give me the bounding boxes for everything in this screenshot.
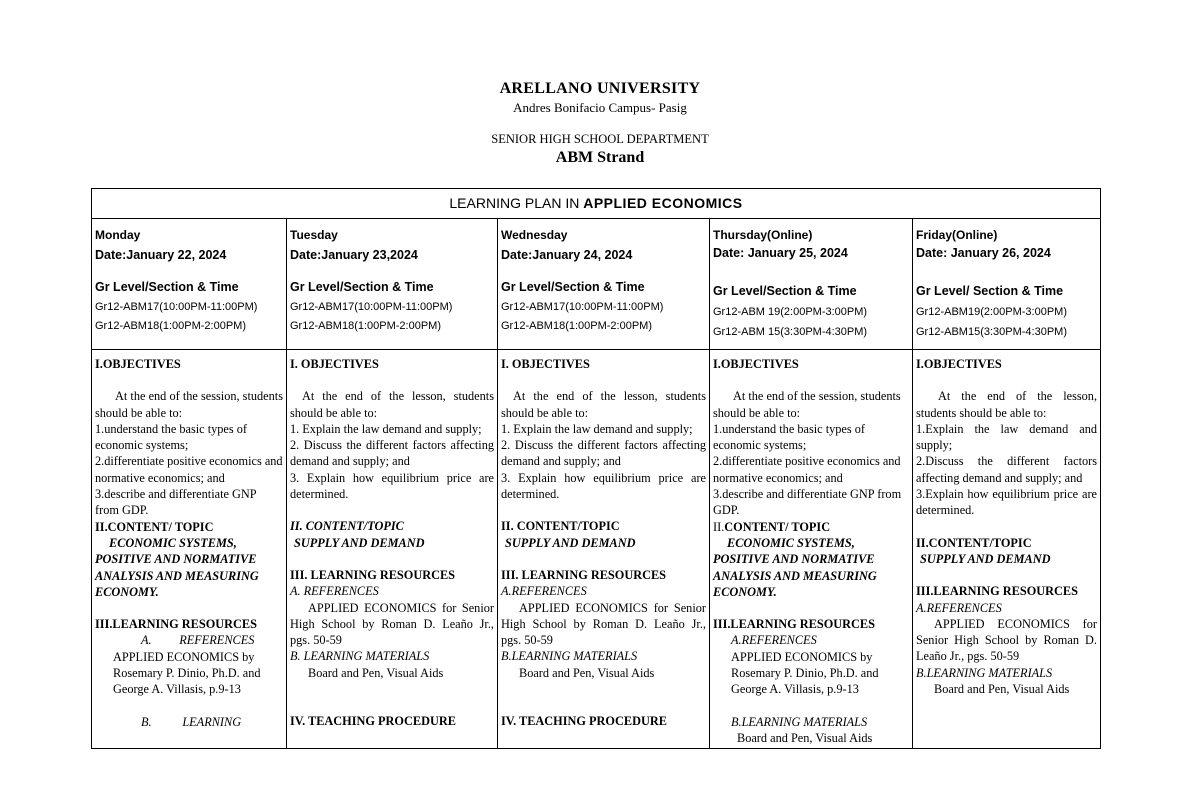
objective-item: 1. Explain the law demand and supply;	[290, 421, 482, 436]
resources-heading: III.LEARNING RESOURCES	[916, 584, 1078, 599]
topic-number: II.	[713, 519, 725, 534]
procedure-heading: IV. TEACHING PROCEDURE	[501, 714, 667, 729]
section-time: Gr12-ABM18(1:00PM-2:00PM)	[290, 320, 441, 332]
section-time: Gr12-ABM 19(2:00PM-3:00PM)	[713, 306, 868, 318]
procedure-heading: IV. TEACHING PROCEDURE	[290, 714, 456, 729]
tuesday-content	[287, 350, 498, 749]
section-time: Gr12-ABM18(1:00PM-2:00PM)	[501, 320, 652, 332]
references-text: APPLIED ECONOMICS for Senior High School by Roman D. Leaño Jr., pgs. 50-59	[290, 600, 494, 648]
materials-heading: B.LEARNING MATERIALS	[916, 665, 1053, 680]
objectives-heading: I.OBJECTIVES	[713, 357, 799, 371]
objective-item: 1.understand the basic types of economic systems;	[95, 421, 247, 453]
department-name: SENIOR HIGH SCHOOL DEPARTMENT	[491, 132, 709, 146]
objective-item: 2. Discuss the different factors affecting demand and supply; and	[290, 438, 494, 469]
monday-content	[92, 350, 287, 749]
references-text: APPLIED ECONOMICS for Senior High School by Roman D. Leaño Jr., pgs. 50-59	[916, 616, 1098, 664]
university-name: ARELLANO UNIVERSITY	[499, 80, 701, 97]
materials-text: Board and Pen, Visual Aids	[519, 665, 655, 680]
objectives-heading: I.OBJECTIVES	[95, 357, 181, 371]
materials-heading: B. LEARNING MATERIALS	[290, 649, 430, 664]
section-time: Gr12-ABM 15(3:30PM-4:30PM)	[713, 326, 868, 338]
objectives-intro: At the end of the lesson, students should be able to:	[290, 389, 494, 420]
plan-title-subject: APPLIED ECONOMICS	[583, 195, 743, 211]
plan-title-prefix: LEARNING PLAN IN	[449, 195, 584, 211]
objective-item: 1.Explain the law demand and supply;	[916, 421, 1098, 453]
section-time: Gr12-ABM17(10:00PM-11:00PM)	[501, 301, 664, 313]
objectives-heading: I. OBJECTIVES	[290, 357, 379, 371]
grade-label: Gr Level/Section & Time	[95, 280, 239, 294]
topic-heading: II.CONTENT/ TOPIC	[95, 519, 214, 534]
objective-item: 2. Discuss the different factors affecting demand and supply; and	[501, 438, 706, 469]
references-heading: A.REFERENCES	[916, 600, 1002, 615]
topic-label: CONTENT/ TOPIC	[724, 519, 831, 534]
topic-heading: II.CONTENT/TOPIC	[916, 535, 1032, 550]
resources-heading: III.LEARNING RESOURCES	[713, 617, 875, 632]
section-time: Gr12-ABM18(1:00PM-2:00PM)	[95, 320, 246, 332]
thursday-content	[710, 350, 913, 749]
objective-item: 3. Explain how equilibrium price are determined.	[290, 470, 494, 502]
section-time: Gr12-ABM19(2:00PM-3:00PM)	[916, 306, 1067, 318]
materials-heading: B.LEARNING MATERIALS	[731, 714, 868, 729]
references-text: APPLIED ECONOMICS for Senior High School by Roman D. Leaño Jr., pgs. 50-59	[501, 600, 706, 648]
day-name: Monday	[95, 228, 141, 242]
grade-label: Gr Level/Section & Time	[713, 284, 857, 298]
section-time: Gr12-ABM17(10:00PM-11:00PM)	[290, 301, 453, 313]
materials-text: Board and Pen, Visual Aids	[308, 665, 444, 680]
topic-title: SUPPLY AND DEMAND	[294, 535, 425, 550]
grade-label: Gr Level/Section & Time	[501, 280, 645, 294]
day-header-monday	[92, 219, 287, 350]
day-date: Date: January 25, 2024	[713, 246, 848, 260]
references-heading: A.REFERENCES	[731, 633, 817, 648]
objectives-heading: I.OBJECTIVES	[916, 357, 1002, 371]
day-header-friday	[913, 219, 1101, 350]
day-date: Date:January 23,2024	[290, 248, 418, 262]
resources-heading: III.LEARNING RESOURCES	[95, 617, 257, 632]
objectives-intro: At the end of the lesson, students should be able to:	[916, 389, 1098, 420]
wednesday-content	[498, 350, 710, 749]
grade-label: Gr Level/ Section & Time	[916, 284, 1064, 298]
materials-heading: B. LEARNING	[141, 714, 242, 729]
topic-title: SUPPLY AND DEMAND	[505, 535, 636, 550]
day-date: Date:January 22, 2024	[95, 248, 227, 262]
objective-item: 1. Explain the law demand and supply;	[501, 421, 693, 436]
materials-text: Board and Pen, Visual Aids	[737, 730, 873, 745]
references-text: APPLIED ECONOMICS by Rosemary P. Dinio, Ph.D. and George A. Villasis, p.9-13	[113, 649, 261, 697]
resources-heading: III. LEARNING RESOURCES	[501, 567, 667, 582]
objectives-intro: At the end of the session, students should be able to:	[95, 389, 283, 420]
objective-item: 3.describe and differentiate GNP from GDP.	[95, 487, 257, 518]
section-time: Gr12-ABM17(10:00PM-11:00PM)	[95, 301, 258, 313]
learning-plan-table	[91, 188, 1101, 749]
topic-heading: II. CONTENT/TOPIC	[290, 519, 404, 534]
grade-label: Gr Level/Section & Time	[290, 280, 434, 294]
day-header-wednesday	[498, 219, 710, 350]
day-date: Date:January 24, 2024	[501, 248, 633, 262]
references-heading: A. REFERENCES	[141, 633, 255, 648]
day-name: Thursday(Online)	[713, 228, 813, 242]
objectives-heading: I. OBJECTIVES	[501, 357, 590, 371]
resources-heading: III. LEARNING RESOURCES	[290, 567, 456, 582]
objective-item: 3.Explain how equilibrium price are determined.	[916, 487, 1098, 518]
references-heading: A. REFERENCES	[290, 584, 379, 599]
topic-title: SUPPLY AND DEMAND	[920, 551, 1051, 566]
materials-heading: B.LEARNING MATERIALS	[501, 649, 638, 664]
friday-content	[913, 350, 1101, 749]
objective-item: 2.Discuss the different factors affecting demand and supply; and	[916, 454, 1098, 485]
objective-item: 2.differentiate positive economics and normative economics; and	[95, 454, 283, 485]
day-header-thursday	[710, 219, 913, 350]
references-text: APPLIED ECONOMICS by Rosemary P. Dinio, Ph.D. and George A. Villasis, p.9-13	[731, 649, 879, 697]
references-heading: A.REFERENCES	[501, 584, 587, 599]
topic-heading: II. CONTENT/TOPIC	[501, 519, 620, 534]
objectives-intro: At the end of the session, students should be able to:	[713, 389, 901, 420]
day-name: Friday(Online)	[916, 228, 998, 242]
topic-heading	[713, 519, 909, 535]
plan-title	[92, 189, 1101, 219]
materials-text: Board and Pen, Visual Aids	[934, 682, 1070, 697]
day-name: Wednesday	[501, 228, 568, 242]
objectives-intro: At the end of the lesson, students should be able to:	[501, 389, 706, 420]
day-header-tuesday	[287, 219, 498, 350]
objective-item: 2.differentiate positive economics and normative economics; and	[713, 454, 901, 485]
topic-title: ECONOMIC SYSTEMS, POSITIVE AND NORMATIVE ANALYSIS AND MEASURING ECONOMY.	[713, 535, 877, 599]
section-time: Gr12-ABM15(3:30PM-4:30PM)	[916, 326, 1067, 338]
day-date: Date: January 26, 2024	[916, 246, 1051, 260]
strand-name: ABM Strand	[555, 149, 645, 166]
objective-item: 1.understand the basic types of economic systems;	[713, 421, 865, 453]
day-name: Tuesday	[290, 228, 338, 242]
topic-title: ECONOMIC SYSTEMS, POSITIVE AND NORMATIVE ANALYSIS AND MEASURING ECONOMY.	[95, 535, 259, 599]
campus-name: Andres Bonifacio Campus- Pasig	[513, 100, 687, 115]
objective-item: 3. Explain how equilibrium price are determined.	[501, 470, 706, 502]
objective-item: 3.describe and differentiate GNP from GDP.	[713, 487, 902, 518]
